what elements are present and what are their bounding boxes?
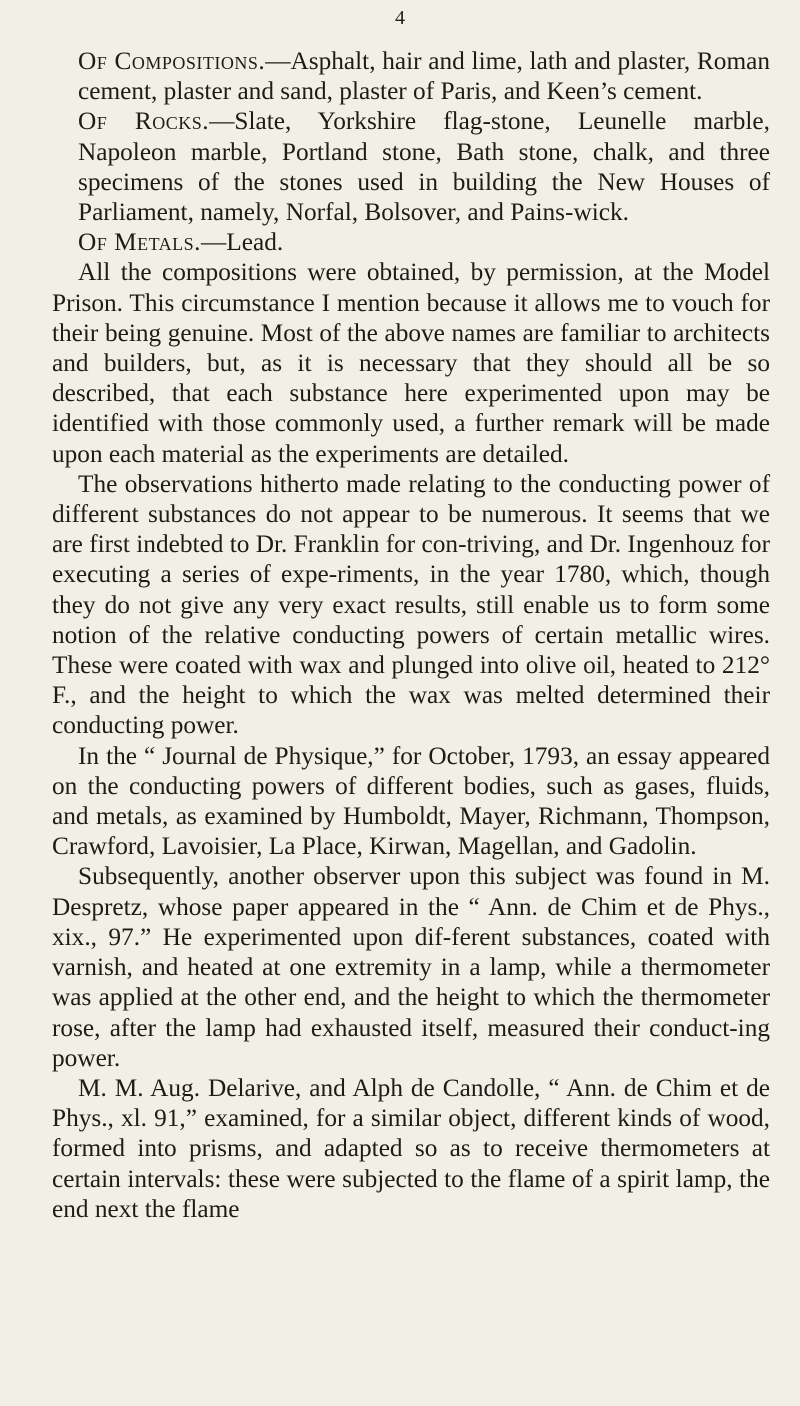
paragraph-journal: In the “ Journal de Physique,” for October, 1793, an essay appeared on the conducting powers of different bodies, such as gases, fluids, and metals, as examined by Humboldt, Mayer, Richmann, Thompson, Crawford, Lavoisier, La Place, Kirwan, Magellan, and Gadolin. [52, 741, 770, 861]
metals-heading: Of Metals. [78, 228, 201, 257]
compositions-heading: Of Compositions. [78, 47, 266, 75]
rocks-heading: Of Rocks. [78, 107, 210, 136]
paragraph-delarive: M. M. Aug. Delarive, and Alph de Candolle, “ Ann. de Chim et de Phys., xl. 91,” examined, for a similar object, different kinds of wood, formed into prisms, and adapted so as to receive thermometers at certain intervals: these were subjected to the flame of a spirit lamp, the end next the flame [52, 1073, 770, 1223]
metals-text: —Lead. [200, 228, 284, 257]
paragraph-observations: The observations hitherto made relating to the conducting power of different substances do not appear to be numerous. It seems that we are first indebted to Dr. Franklin for con-triving, and Dr. Ingenhouz for executing a series of expe-riments, in the year 1780, which, though they do not give any very exact results, still enable us to form some notion of the relative conducting powers of certain metallic wires. These were coated with wax and plunged into olive oil, heated to 212° F., and the height to which the wax was melted determined their conducting power. [52, 469, 770, 740]
body-text [52, 46, 770, 1224]
paragraph-rocks [52, 106, 770, 227]
paragraph-compositions [52, 46, 770, 106]
rocks-text: —Slate, Yorkshire flag-stone, Leunelle marble, Napoleon marble, Portland stone, Bath stone, chalk, and three specimens of the stones used in building the New Houses of Parliament, namely, Norfal, Bolsover, and Pains-wick. [78, 107, 770, 227]
paragraph-despretz: Subsequently, another observer upon this subject was found in M. Despretz, whose paper appeared in the “ Ann. de Chim et de Phys., xix., 97.” He experimented upon dif-ferent substances, coated with varnish, and heated at one extremity in a lamp, while a thermometer was applied at the other end, and the height to which the thermometer rose, after the lamp had exhausted itself, measured their conduct-ing power. [52, 862, 770, 1072]
page-number: 4 [395, 7, 405, 29]
compositions-text: —Asphalt, hair and lime, lath and plaster, Roman cement, plaster and sand, plaster of Paris, and Keen’s cement. [78, 47, 770, 106]
paragraph-metals [52, 227, 770, 257]
paragraph-model-prison: All the compositions were obtained, by permission, at the Model Prison. This circumstance I mention because it allows me to vouch for their being genuine. Most of the above names are familiar to architects and builders, but, as it is necessary that they should all be so described, that each substance here experimented upon may be identified with those commonly used, a further remark will be made upon each material as the experiments are detailed. [52, 258, 770, 468]
